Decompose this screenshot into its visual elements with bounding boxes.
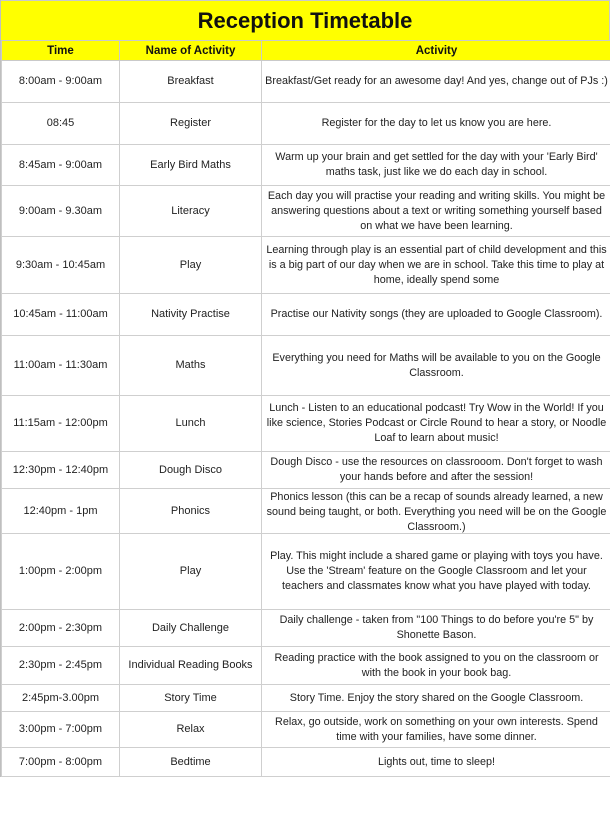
table-row [2,534,610,610]
cell-time-text: 11:00am - 11:30am [13,359,108,371]
cell-time [2,103,120,145]
table-row [2,610,610,647]
table-row [2,294,610,336]
header-activity-name: Name of Activity [120,41,262,61]
table-row [2,396,610,452]
cell-activity-name [120,452,262,489]
cell-activity-text: Phonics lesson (this can be a recap of sounds already learned, a new sound being taught, or both. Everything you need will be on the Google Classroom.) [266,490,607,533]
cell-activity-name-text: Maths [175,359,206,371]
table-row [2,452,610,489]
cell-activity-name [120,145,262,186]
cell-activity-name [120,336,262,396]
cell-activity-name-text: Lunch [175,417,206,429]
table-row [2,61,610,103]
cell-time-text: 08:45 [46,117,75,129]
table-row [2,489,610,534]
table-row [2,647,610,685]
table-row [2,748,610,777]
cell-time [2,534,120,610]
cell-activity-text: Learning through play is an essential part of child development and this is a big part of our day when we are in school. Take this time to play at home, ideally spend some [266,243,607,286]
cell-activity [262,685,610,712]
cell-time [2,452,120,489]
cell-activity-text: Lights out, time to sleep! [377,755,496,768]
cell-activity [262,145,610,186]
cell-activity-name-text: Dough Disco [159,463,222,476]
cell-time [2,712,120,748]
cell-activity [262,712,610,748]
cell-activity [262,237,610,294]
cell-activity [262,103,610,145]
cell-activity-name [120,712,262,748]
cell-activity [262,396,610,452]
header-time: Time [2,41,120,61]
cell-time-text: 2:30pm - 2:45pm [18,659,103,671]
cell-time [2,685,120,712]
cell-time-text: 12:30pm - 12:40pm [12,463,109,476]
cell-time-text: 2:00pm - 2:30pm [18,621,103,634]
cell-activity-name-text: Story Time [164,691,217,704]
cell-time [2,186,120,237]
cell-activity-text: Everything you need for Maths will be available to you on the Google Classroom. [272,351,601,379]
cell-time [2,237,120,294]
cell-activity [262,61,610,103]
cell-activity-text: Dough Disco - use the resources on classrooom. Don't forget to wash your hands before and after the session! [270,456,603,483]
table-row [2,145,610,186]
cell-time-text: 3:00pm - 7:00pm [18,723,103,735]
cell-activity-text: Lunch - Listen to an educational podcast! Try Wow in the World! If you like science, Stories Podcast or Circle Round to hear a story, or Noodle Loaf to learn about music! [266,402,607,444]
cell-activity-text: Warm up your brain and get settled for the day with your 'Early Bird' maths task, just like we do each day in school. [275,151,598,178]
cell-activity [262,610,610,647]
cell-activity [262,452,610,489]
cell-activity-text: Daily challenge - taken from "100 Things to do before you're 5" by Shonette Bason. [279,614,594,641]
cell-activity-name [120,610,262,647]
cell-activity-name [120,294,262,336]
cell-activity-name-text: Bedtime [170,755,211,768]
table-row [2,103,610,145]
cell-activity [262,336,610,396]
cell-activity [262,748,610,777]
cell-activity [262,294,610,336]
cell-time [2,61,120,103]
table-row [2,186,610,237]
cell-activity-name-text: Early Bird Maths [150,158,231,171]
cell-activity-name-text: Register [170,117,211,129]
cell-time-text: 9:00am - 9.30am [18,204,103,217]
cell-activity-name [120,61,262,103]
cell-time [2,294,120,336]
cell-activity-name-text: Phonics [170,504,211,517]
cell-time [2,647,120,685]
cell-activity-text: Story Time. Enjoy the story shared on the Google Classroom. [289,691,584,704]
cell-time-text: 9:30am - 10:45am [15,258,106,271]
cell-time [2,489,120,534]
cell-activity-text: Register for the day to let us know you are here. [321,117,552,129]
cell-time-text: 8:00am - 9:00am [18,75,103,87]
cell-activity-text: Relax, go outside, work on something on your own interests. Spend time with your families, have some dinner. [275,715,598,743]
cell-time [2,145,120,186]
cell-activity [262,534,610,610]
cell-activity-name [120,237,262,294]
cell-time-text: 7:00pm - 8:00pm [18,755,103,768]
cell-activity-name [120,748,262,777]
cell-time-text: 12:40pm - 1pm [23,504,98,517]
timetable-table [1,41,610,777]
cell-activity-name-text: Play [179,258,202,271]
cell-time-text: 8:45am - 9:00am [18,158,103,171]
cell-activity-name-text: Play [179,565,202,577]
cell-activity-name [120,489,262,534]
cell-time-text: 2:45pm-3.00pm [21,691,100,704]
cell-time [2,336,120,396]
cell-time [2,610,120,647]
cell-time [2,396,120,452]
cell-activity-name [120,103,262,145]
cell-activity-text: Practise our Nativity songs (they are uploaded to Google Classroom). [270,308,603,320]
table-row [2,712,610,748]
cell-time [2,748,120,777]
cell-activity-name [120,186,262,237]
cell-activity-text: Each day you will practise your reading and writing skills. You might be answering questions about a text or writing something yourself based on what we have been learning. [267,189,606,232]
cell-activity-name-text: Individual Reading Books [128,659,253,671]
cell-activity-text: Reading practice with the book assigned to you on the classroom or with the book in your book bag. [274,651,599,679]
header-row [2,41,610,61]
cell-activity-name-text: Literacy [171,204,210,217]
cell-activity [262,186,610,237]
cell-activity-name-text: Daily Challenge [151,621,230,634]
cell-activity-name [120,396,262,452]
cell-activity-name-text: Relax [176,723,205,735]
cell-time-text: 1:00pm - 2:00pm [18,565,103,577]
page-title: Reception Timetable [1,0,610,41]
cell-activity-name-text: Nativity Practise [151,308,230,320]
table-row [2,336,610,396]
cell-activity-text: Play. This might include a shared game or playing with toys you have. Use the 'Stream' feature on the Google Classroom and let your teachers and classmates know what you have played with today. [270,550,603,592]
cell-time-text: 10:45am - 11:00am [13,308,108,320]
header-activity: Activity [262,41,610,61]
cell-activity-text: Breakfast/Get ready for an awesome day! And yes, change out of PJs :) [265,75,608,87]
cell-activity [262,647,610,685]
cell-time-text: 11:15am - 12:00pm [13,417,108,429]
cell-activity [262,489,610,534]
cell-activity-name [120,647,262,685]
table-row [2,685,610,712]
cell-activity-name [120,685,262,712]
cell-activity-name [120,534,262,610]
table-row [2,237,610,294]
cell-activity-name-text: Breakfast [167,75,214,87]
